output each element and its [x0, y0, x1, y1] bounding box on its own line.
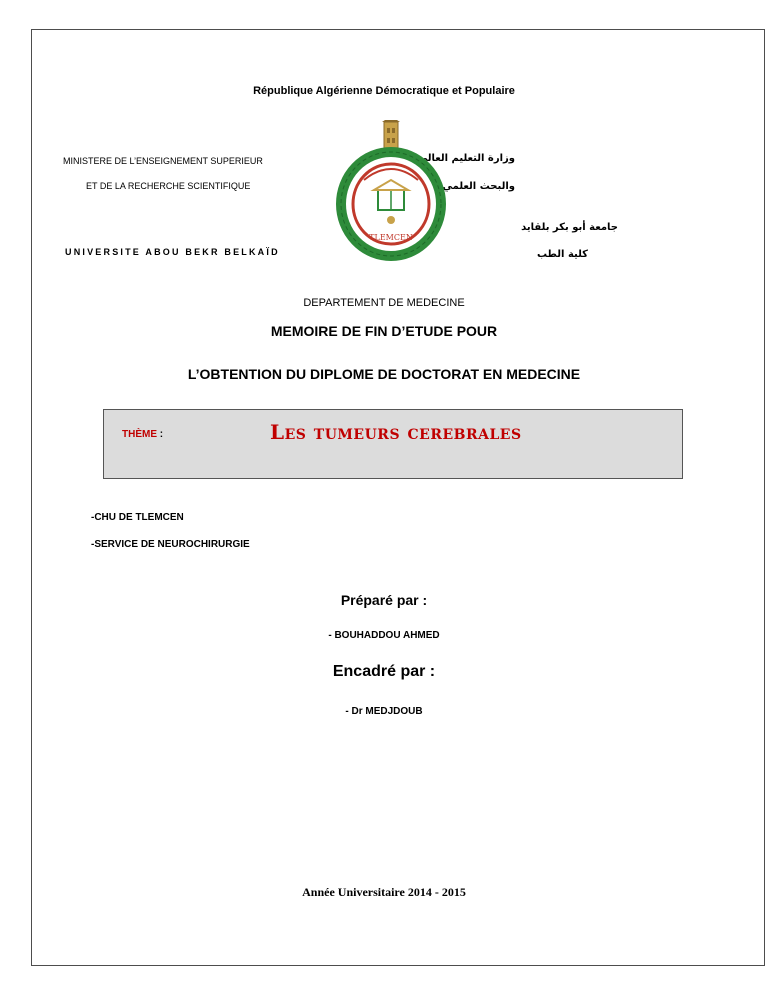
arabic-ministry-line-1: وزارة التعليم العالي [417, 153, 515, 164]
memoire-title-line-1: MEMOIRE DE FIN D’ETUDE POUR [270, 323, 498, 339]
republic-title: République Algérienne Démocratique et Populaire [253, 85, 515, 97]
ministry-line-1: MINISTERE DE L’ENSEIGNEMENT SUPERIEUR [63, 156, 263, 166]
service-line: -SERVICE DE NEUROCHIRURGIE [91, 539, 250, 550]
prepared-by-label: Préparé par : [340, 592, 428, 608]
ministry-line-2: ET DE LA RECHERCHE SCIENTIFIQUE [86, 181, 251, 191]
academic-year: Année Universitaire 2014 - 2015 [302, 885, 466, 899]
supervised-by-label: Encadré par : [332, 663, 436, 680]
arabic-university-name: جامعة أبو بكر بلقايد [521, 222, 618, 233]
theme-label [122, 429, 163, 440]
theme-label-colon: : [157, 429, 164, 440]
arabic-ministry-line-2: والبحث العلمي [442, 181, 515, 192]
theme-label-word: THÈME [122, 429, 157, 440]
logo-text: TLEMCEN [369, 233, 413, 242]
department-name: DEPARTEMENT DE MEDECINE [303, 297, 465, 309]
prepared-by-name: - BOUHADDOU AHMED [328, 630, 440, 641]
chu-line: -CHU DE TLEMCEN [91, 512, 184, 523]
theme-title: Les tumeurs cerebrales [270, 420, 522, 444]
university-name: UNIVERSITE ABOU BEKR BELKAÏD [65, 247, 280, 257]
supervised-by-name: - Dr MEDJDOUB [345, 706, 423, 717]
memoire-title-line-2: L’OBTENTION DU DIPLOME DE DOCTORAT EN MEDECINE [187, 366, 581, 382]
university-logo [334, 120, 448, 262]
arabic-faculty-name: كلية الطب [536, 249, 588, 260]
